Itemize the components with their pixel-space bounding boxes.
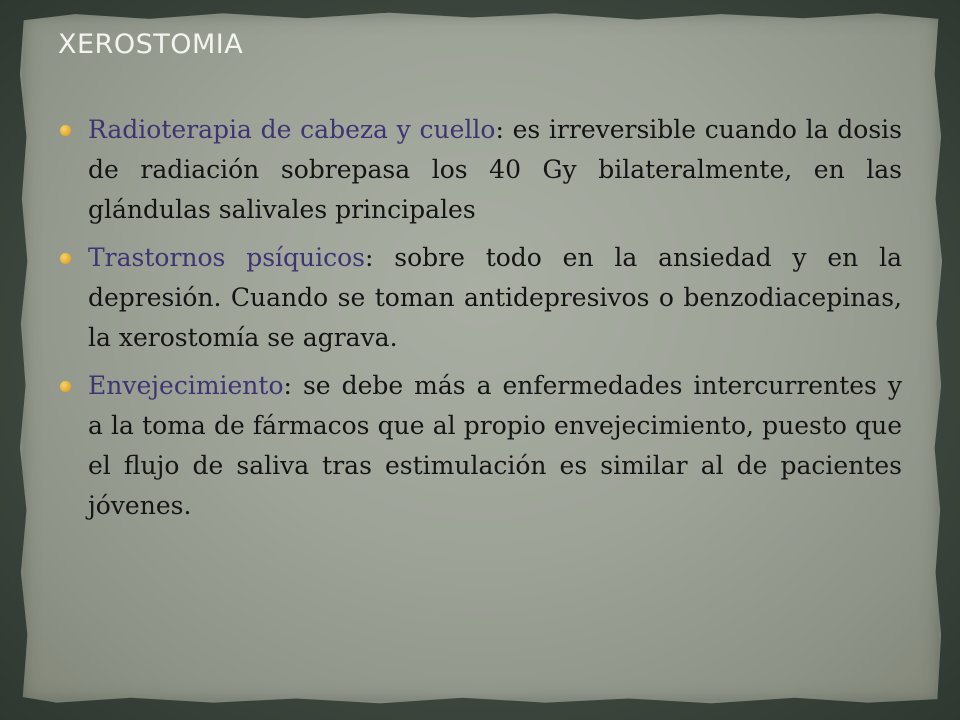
bullet-text: sobre todo en la ansiedad y en la depresión. Cuando se toman antidepresivos o benzodiacepinas, la xerostomía se agrava. bbox=[88, 243, 902, 352]
bullet-dot-icon bbox=[60, 125, 71, 136]
bullet-separator: : bbox=[495, 115, 504, 144]
bullet-term: Radioterapia de cabeza y cuello bbox=[88, 115, 496, 144]
bullet-term: Envejecimiento bbox=[88, 371, 284, 400]
bullet-dot-icon bbox=[60, 381, 71, 392]
bullet-item-trastornos bbox=[56, 238, 902, 358]
bullet-separator: : bbox=[365, 243, 374, 272]
bullet-item-envejecimiento bbox=[56, 366, 902, 526]
bullet-dot-icon bbox=[60, 253, 71, 264]
slide-title: XEROSTOMIA bbox=[58, 29, 244, 60]
bullet-text: se debe más a enfermedades intercurrentes y a la toma de fármacos que al propio envejecimiento, puesto que el flujo de saliva tras estimulación es similar al de pacientes jóvenes. bbox=[88, 371, 902, 520]
bullet-text: es irreversible cuando la dosis de radiación sobrepasa los 40 Gy bilateralmente, en las glándulas salivales principales bbox=[88, 115, 902, 224]
bullet-item-radioterapia bbox=[56, 110, 902, 230]
bullet-list bbox=[56, 110, 902, 534]
bullet-separator: : bbox=[283, 371, 292, 400]
bullet-term: Trastornos psíquicos bbox=[88, 243, 366, 272]
